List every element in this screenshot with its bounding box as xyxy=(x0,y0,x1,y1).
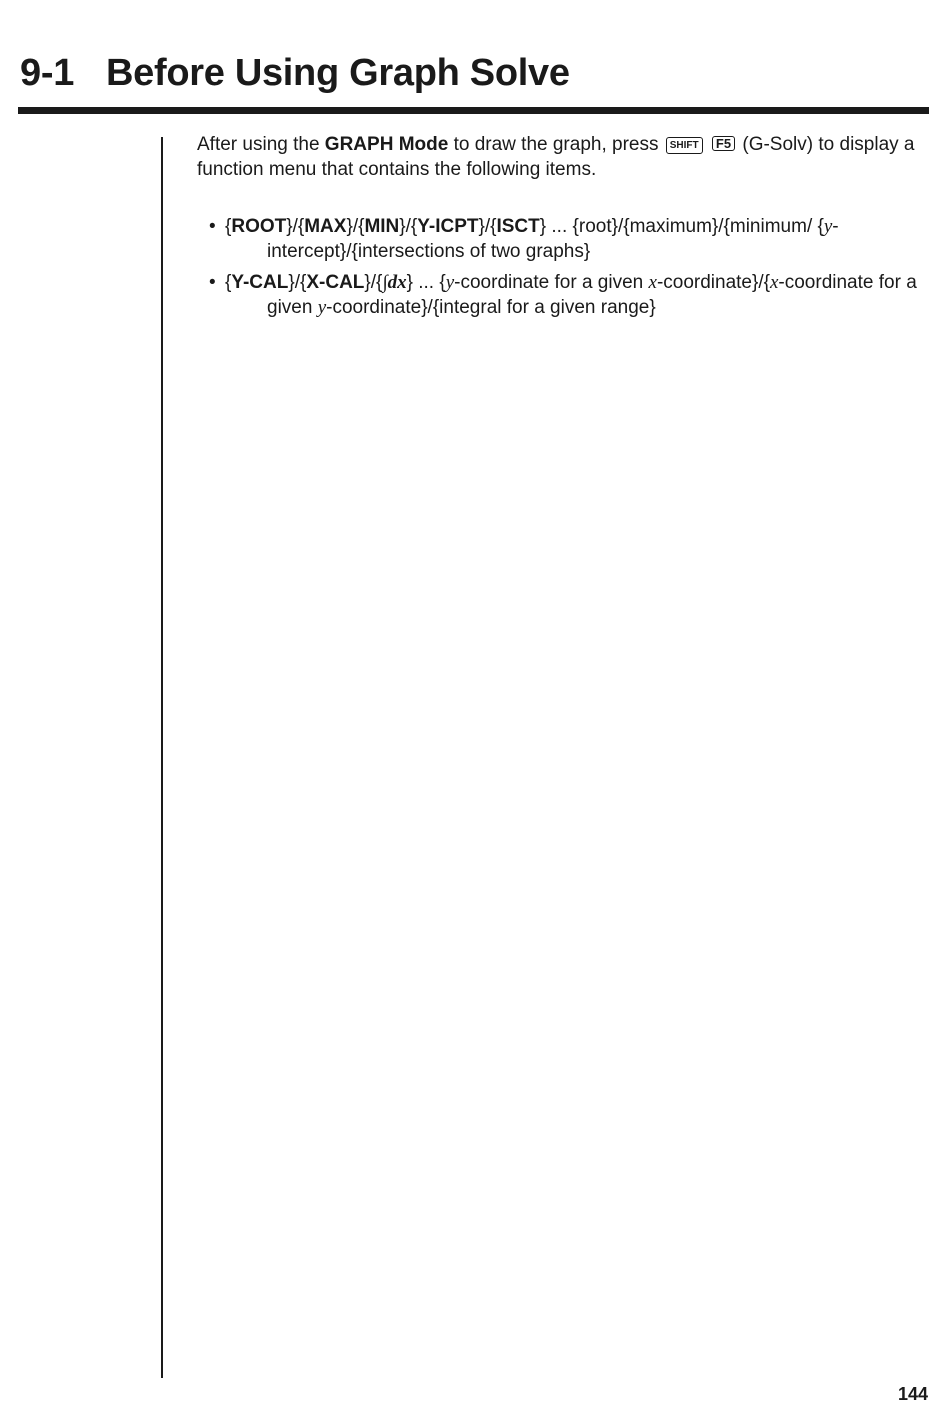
f5-key-icon: F5 xyxy=(712,136,735,151)
item-description: -coordinate for a given xyxy=(454,272,649,293)
list-item: • {ROOT}/{MAX}/{MIN}/{Y-ICPT}/{ISCT} ... {root}/{maximum}/{minimum/ {y-intercept}/{intersections of two graphs} xyxy=(209,216,839,262)
title-rule xyxy=(18,107,929,114)
math-variable: y xyxy=(823,216,833,237)
item-description: -coordinate}/{ xyxy=(656,272,770,293)
math-variable: x xyxy=(648,272,657,293)
list-item: • {Y-CAL}/{X-CAL}/{∫dx} ... {y-coordinate for a given x-coordinate}/{x-coordinate for a given y-coordinate}/{integral for a given range} xyxy=(209,272,917,318)
menu-item-y-icpt: Y-ICPT xyxy=(417,216,479,237)
margin-rule xyxy=(161,137,163,1378)
page-number: 144 xyxy=(897,1384,928,1404)
math-variable: y xyxy=(445,272,455,293)
section-number: 9-1 xyxy=(20,52,75,94)
item-description: -intercept}/{intersections of two graphs} xyxy=(267,216,839,262)
body-text xyxy=(197,132,927,326)
intro-text: After using the xyxy=(197,134,325,155)
intro-paragraph xyxy=(197,132,927,182)
mode-name: GRAPH Mode xyxy=(324,134,449,155)
section-title: Before Using Graph Solve xyxy=(106,52,570,94)
menu-item-root: ROOT xyxy=(231,216,287,237)
shift-key-icon: SHIFT xyxy=(666,137,703,154)
menu-item-isct: ISCT xyxy=(496,216,540,237)
math-variable: x xyxy=(769,272,779,293)
math-variable: y xyxy=(317,297,327,318)
bullet-icon: • xyxy=(209,272,216,293)
menu-item-y-cal: Y-CAL xyxy=(231,272,289,293)
item-description: -coordinate for a given xyxy=(267,272,917,318)
function-menu-list xyxy=(197,214,927,320)
intro-text: to draw the graph, press xyxy=(448,134,664,155)
page-title xyxy=(20,50,570,96)
menu-item-min: MIN xyxy=(364,216,400,237)
bullet-icon: • xyxy=(209,216,216,237)
menu-item-x-cal: X-CAL xyxy=(306,272,365,293)
item-description: ... { xyxy=(412,272,446,293)
menu-item-integral: ∫dx xyxy=(382,272,407,293)
item-description: -coordinate}/{integral for a given range} xyxy=(326,297,656,318)
menu-item-max: MAX xyxy=(304,216,347,237)
item-description: ... {root}/{maximum}/{minimum/ { xyxy=(546,216,824,237)
intro-text: (G-Solv) to display a function menu that contains the following items. xyxy=(197,134,915,180)
